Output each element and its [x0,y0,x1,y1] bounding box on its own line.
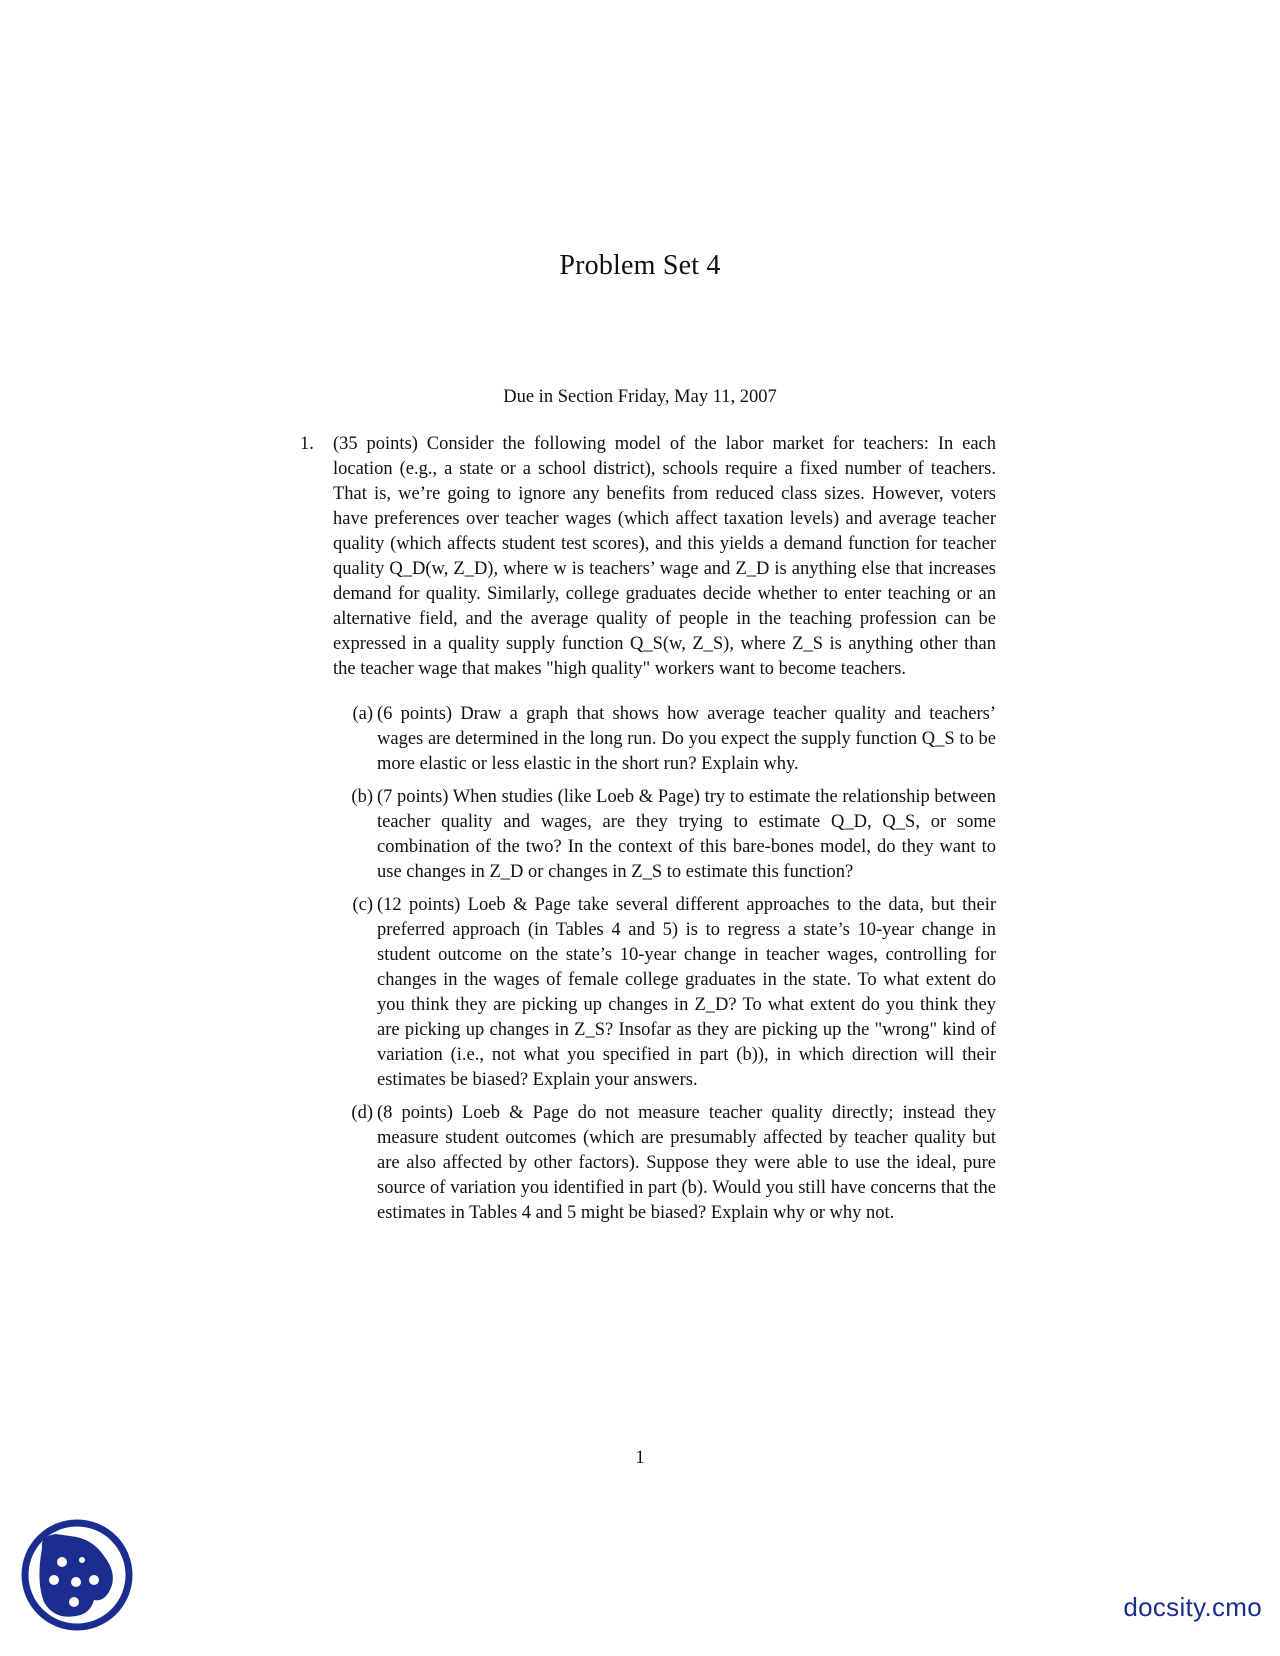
part-b [337,785,996,885]
part-text: (8 points) Loeb & Page do not measure teacher quality directly; instead they measure student outcomes (which are presumably affected by teacher quality but are also affected by other factors). Suppose they were able to use the ideal, pure source of variation you identified in part (b). Would you still have concerns that the estimates in Tables 4 and 5 might be biased? Explain why or why not. [377,1103,996,1223]
part-text: (7 points) When studies (like Loeb & Page) try to estimate the relationship between teacher quality and wages, are they trying to estimate Q_D, Q_S, or some combination of the two? In the context of this bare-bones model, do they want to use changes in Z_D or changes in Z_S to estimate this function? [377,787,996,882]
problem-number: 1. [300,434,314,454]
part-label: (b) [351,787,373,807]
part-text: (12 points) Loeb & Page take several different approaches to the data, but their preferred approach (in Tables 4 and 5) is to regress a state’s 10-year change in student outcome on the state’s 10-year change in teacher wages, controlling for changes in the wages of female college graduates in the state. To what extent do you think they are picking up changes in Z_D? To what extent do you think they are picking up changes in Z_S? Insofar as they are picking up the "wrong" kind of variation (i.e., not what you specified in part (b)), in which direction will their estimates be biased? Explain your answers. [377,895,996,1090]
part-text: (6 points) Draw a graph that shows how average teacher quality and teachers’ wages are determined in the long run. Do you expect the supply function Q_S to be more elastic or less elastic in the short run? Explain why. [377,704,996,774]
due-date: Due in Section Friday, May 11, 2007 [503,387,777,407]
docsity-logo-icon[interactable] [20,1518,134,1632]
brand-link[interactable]: docsity.cmo [1123,1592,1262,1622]
part-label: (d) [351,1103,373,1123]
part-d [337,1101,996,1226]
problem-text: (35 points) Consider the following model of the labor market for teachers: In each location (e.g., a state or a school district), schools require a fixed number of teachers. That is, we’re going to ignore any benefits from reduced class sizes. However, voters have preferences over teacher wages (which affect taxation levels) and average teacher quality (which affects student test scores), and this yields a demand function for teacher quality Q_D(w, Z_D), where w is teachers’ wage and Z_D is anything else that increases demand for quality. Similarly, college graduates decide whether to enter teaching or an alternative field, and the average quality of people in the teaching profession can be expressed in a quality supply function Q_S(w, Z_S), where Z_S is anything other than the teacher wage that makes "high quality" workers want to become teachers. [333,434,996,679]
part-label: (a) [352,704,373,724]
problem-1 [300,432,996,1234]
page-title: Problem Set 4 [559,250,721,281]
part-label: (c) [352,895,373,915]
part-a [337,702,996,777]
part-c [337,893,996,1093]
page-number: 1 [635,1448,645,1468]
problem-parts [337,702,996,1226]
